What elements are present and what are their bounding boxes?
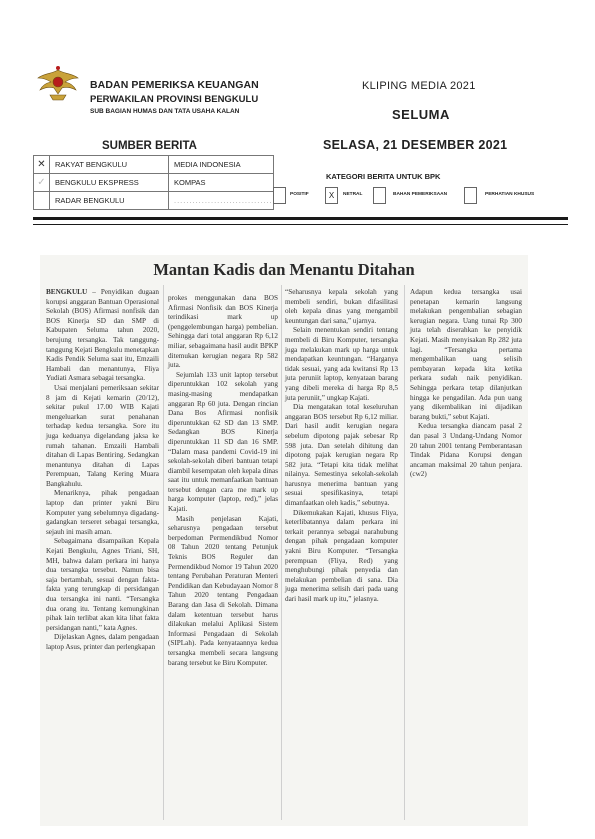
- newspaper-clipping: [40, 255, 528, 826]
- source-row: [34, 192, 274, 210]
- source-checkbox[interactable]: ✓: [34, 174, 50, 192]
- category-label: BAHAN PEMERIKSAAN: [393, 192, 448, 197]
- region-title: SELUMA: [392, 107, 450, 122]
- source-row: [34, 156, 274, 174]
- category-checkbox-netral[interactable]: X: [325, 187, 338, 204]
- category-checkbox-perhatian-khusus[interactable]: [464, 187, 477, 204]
- org-name-line2: PERWAKILAN PROVINSI BENGKULU: [90, 94, 259, 105]
- kliping-title: KLIPING MEDIA 2021: [362, 80, 476, 92]
- source-name: KOMPAS: [169, 174, 274, 192]
- source-name: MEDIA INDONESIA: [169, 156, 274, 174]
- source-row: [34, 174, 274, 192]
- publication-date: SELASA, 21 DESEMBER 2021: [323, 138, 508, 152]
- source-checkbox[interactable]: ✕: [34, 156, 50, 174]
- category-options: [273, 187, 568, 205]
- organization-name: [90, 79, 259, 115]
- article-paragraph: Dijelaskan Agnes, dalam pengadaan laptop Asus, printer dan perlengkapan: [46, 633, 159, 651]
- org-name-line3: SUB BAGIAN HUMAS DAN TATA USAHA KALAN: [90, 108, 240, 115]
- source-name-blank: ................................: [169, 192, 274, 210]
- category-label: PERHATIAN KHUSUS: [485, 192, 535, 197]
- article-paragraph: Menariknya, pihak pengadaan laptop dan printer yakni Biru Komputer yang sebelumnya digadang-gadangkan terseret sebagai tersangka, sejauh ini masih aman.: [46, 489, 159, 536]
- article-paragraph: prokes menggunakan dana BOS Afirmasi Nonfisik dan BOS Kinerja terindikasi mark up (penggelembungan harga) pembelian. Sehingga dari total anggaran Rp 6,12 miliar, sebagaimana hasil audit BPKP ditemukan kerugian negara Rp 582 juta.: [168, 294, 278, 370]
- source-name: RADAR BENGKULU: [50, 192, 169, 210]
- column-divider: [404, 285, 405, 820]
- article-paragraph: Adapun kedua tersangka usai penetapan kemarin langsung melakukan pengembalian sebagian kerugian negara. Uang tunai Rp 300 juta telah diserahkan ke penyidik Kejati. Masih menyisakan Rp 282 juta lagi. “Tersangka pertama mengembalikan uang selisih pembayaran kepada kita ketika perkara sudah naik penyidikan. Sehingga perkara tetap dilanjutkan hingga ke pengadilan. Ada pun uang yang dikembalikan ini dijadikan barang bukti,” sebut Kajati.: [410, 288, 522, 421]
- article-headline: Mantan Kadis dan Menantu Ditahan: [153, 260, 415, 279]
- category-label: POSITIF: [290, 192, 309, 197]
- column-divider: [163, 285, 164, 820]
- column-divider: [281, 285, 282, 820]
- article-paragraph: Sejumlah 133 unit laptop tersebut diperuntukkan 102 sekolah yang masing-masing mendapatkan anggaran Rp 60 juta. Dengan rincian Dana Bos Afirmasi nonfisik diperuntukkan 62 SD dan 13 SMP. Sedangkan BOS Kinerja diperuntukkan 11 SD dan 16 SMP. “Dalam masa pandemi Covid-19 ini sekolah-sekolah diberi bantuan tetapi diambil kesempatan oleh kepala dinas saat itu untuk memanfaatkan bantuan tersebut dengan cara me mark up harga komputer (laptop, red),” jelas Kajati.: [168, 370, 278, 514]
- article-paragraph: Usai menjalani pemeriksaan sekitar 8 jam di Kejati kemarin (20/12), sekitar pukul 17.00 WIB Kajati mengeluarkan surat penahanan terhadap kedua tersangka. Sore itu juga keduanya digelandang jaksa ke rumah tahanan. Emzaili Hambali ditahan di Lapas Bentiring. Sedangkan menantunya ditahan di Lapas Perempuan, Talang Kering Muara Bangkahulu.: [46, 383, 159, 488]
- article-paragraph: BENGKULU – Penyidikan dugaan korupsi anggaran Bantuan Operasional Sekolah (BOS) Afirmasi nonfisik dan BOS Kinerja SD dan SMP di Kabupaten Seluma tahun 2020, berujung tersangka. Tak tanggung-tanggung Kejati Bengkulu menetapkan Kadis Pendik Seluma saat itu, Emzaili Hambali dan menantunya, Fliya Yudiati Asmara sebagai tersangka.: [46, 288, 159, 383]
- source-checkbox[interactable]: [34, 192, 50, 210]
- article-paragraph: Dia mengatakan total keseluruhan anggaran BOS tersebut Rp 6,12 miliar. Dari hasil audit kerugian negara sebelum dipotong pajak sebesar Rp 598 juta. Dan setelah dihitung dan dipotong pajak kerugian negara Rp 582 juta. “Tetapi kita tidak melihat nilainya. Semestinya sekolah-sekolah harusnya menerima bantuan yang sesuai spesifikasinya, tetapi dimanfaatkan oleh kadis,” sebutnya.: [285, 403, 398, 508]
- article-column-4: [410, 288, 522, 480]
- sources-table: [33, 155, 274, 210]
- org-name-line1: BADAN PEMERIKSA KEUANGAN: [90, 79, 259, 91]
- header-divider: [33, 224, 568, 225]
- category-label: NETRAL: [343, 192, 363, 197]
- sources-title: SUMBER BERITA: [102, 140, 197, 152]
- article-paragraph: “Seharusnya kepala sekolah yang membeli sendiri, bukan difasilitasi oleh kepala dinas yang mengambil keuntungan dari sana,” ujarnya.: [285, 288, 398, 325]
- source-name: BENGKULU EKSPRESS: [50, 174, 169, 192]
- category-checkbox-bahan-pemeriksaan[interactable]: [373, 187, 386, 204]
- article-paragraph: Sebagaimana disampaikan Kepala Kejati Bengkulu, Agnes Triani, SH, MH, bahwa dalam perkara ini hanya dua tersangka tersebut. Namun bisa saja bertambah, sesuai dengan fakta-fakta yang terungkap di persidangan dua tersangka ini nanti. “Tersangka dua orang itu. Tentang kemungkinan pihak lain terlibat akan kita lihat fakta persidangan nanti,” kata Agnes.: [46, 537, 159, 632]
- article-column-3: [285, 288, 398, 605]
- source-name: RAKYAT BENGKULU: [50, 156, 169, 174]
- article-paragraph: Dikemukakan Kajati, khusus Fliya, keterlibatannya dalam perkara ini terkait perannya sebagai narahubung dengan pihak pengadaan komputer yakni Biru Komputer. “Tersangka perempuan (Fliya, Red) yang menghubungi pihak penyedia dan melakukan pembelian di sana. Dia juga menerima selisih dari pada uang dari hasil mark up itu,” jelasnya.: [285, 508, 398, 603]
- category-checkbox-positif[interactable]: [273, 187, 286, 204]
- article-column-1: [46, 288, 159, 653]
- article-paragraph: Masih penjelasan Kajati, seharusnya pengadaan tersebut berpedoman Permendikbud Nomor 08 Tahun 2020 tentang Petunjuk Teknis BOS Reguler dan Permendikbud Nomor 19 Tahun 2020 tentang Perubahan Peraturan Menteri Pendidikan dan Kebudayaan Nomor 8 Tahun 2020 tentang Pengadaan Barang dan Jasa di Sekolah. Dimana dalam ketentuan tersebut harus dilakukan melalui Aplikasi Sistem Informasi Pengadaan di Sekolah (SIPLah). Pada kenyataannya kedua tersangka membeli secara langsung barang tersebut ke Biru Komputer.: [168, 514, 278, 667]
- article-paragraph: Kedua tersangka diancam pasal 2 dan pasal 3 Undang-Undang Nomor 20 tahun 2001 tentang Pemberantasan Tindak Pidana Korupsi dengan ancaman maksimal 20 tahun penjara. (cw2): [410, 422, 522, 479]
- bpk-emblem-icon: [36, 64, 80, 104]
- article-paragraph: Selain menentukan sendiri tentang membeli di Biru Komputer, tersangka juga melakukan mark up harga untuk mendapatkan keuntungan. “Harganya tidak sesuai, yang ada kwitansi Rp 13 juta peruniit laptop, kenyataan barang yang dibeli mereka di harga Rp 8,5 juta peruniit,” ungkap Kajati.: [285, 326, 398, 402]
- article-column-2: [168, 294, 278, 668]
- header-divider: [33, 217, 568, 220]
- category-title: KATEGORI BERITA UNTUK BPK: [326, 172, 441, 181]
